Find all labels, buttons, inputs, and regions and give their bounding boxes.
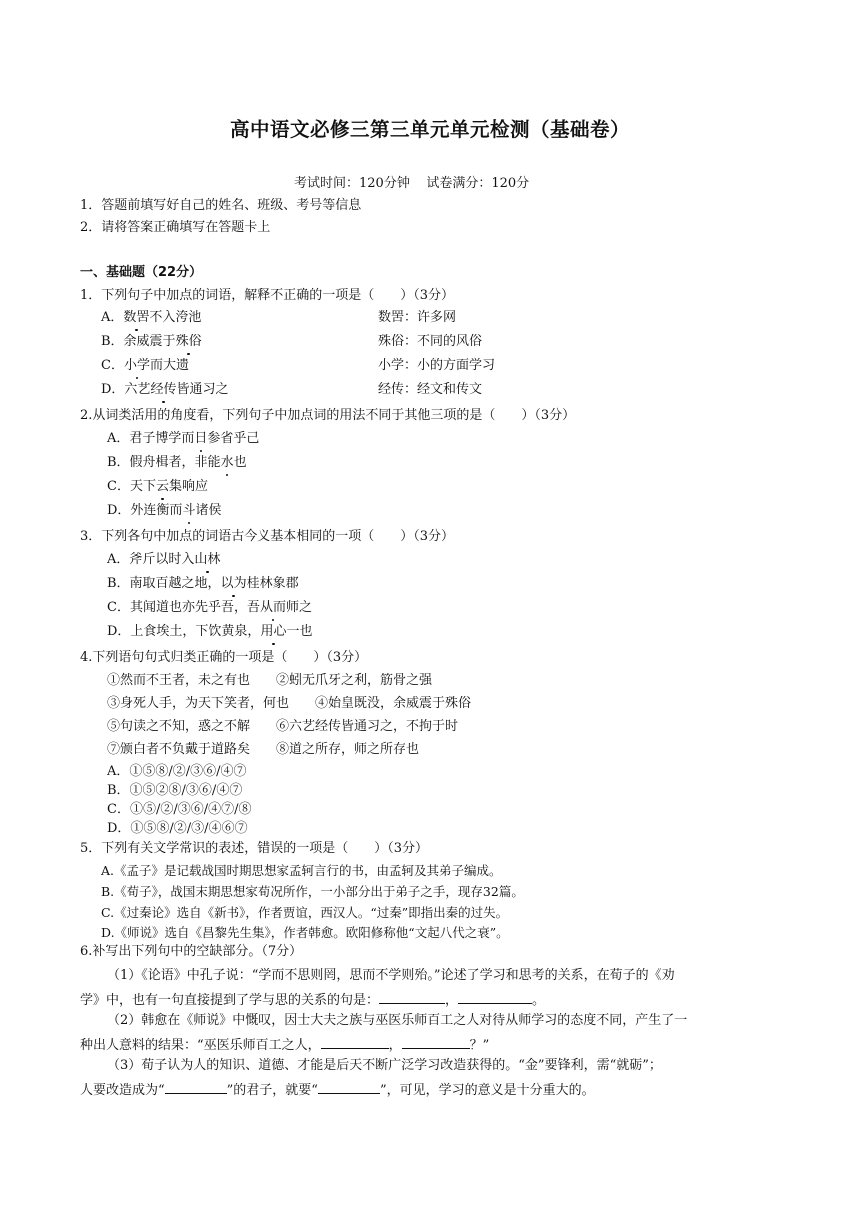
option-prefix: B．南取百越之地， (107, 576, 221, 591)
option-prefix: C．其闻道也亦先乎吾，吾 (107, 600, 260, 615)
dotted-word: 殊俗 (175, 334, 202, 349)
note-2: 2．请将答案正确填写在答题卡上 (80, 220, 271, 235)
question-1-explanation-b: 殊俗：不同的风俗 (378, 334, 483, 349)
question-6-part-3-continued (80, 1080, 595, 1100)
note-1: 1．答题前填写好自己的姓名、班级、考号等信息 (80, 198, 362, 213)
exam-info: 考试时间：120分钟 试卷满分：120分 (294, 176, 530, 191)
question-6-part-1-continued (80, 990, 545, 1010)
question-3-option-d (107, 623, 312, 641)
text-segment: 。 (532, 993, 546, 1008)
question-5-option-a: A.《孟子》是记载战国时期思想家孟轲言行的书，由孟轲及其弟子编成。 (101, 863, 502, 878)
text-segment: 种出人意料的结果：“巫医乐师百工之人， (80, 1038, 321, 1053)
question-1-option-b (101, 333, 202, 351)
option-suffix: 诸侯 (195, 503, 222, 518)
option-suffix: 师之 (285, 600, 312, 615)
question-4-stem: 4.下列语句句式归类正确的一项是（ ）（3分） (80, 650, 368, 665)
answer-blank[interactable] (402, 1035, 470, 1049)
text-segment: ”的君子，就要“ (226, 1083, 318, 1098)
question-4-option-d: D．①⑤⑧/②/③/④⑥⑦ (107, 821, 248, 836)
option-suffix: 也 (233, 455, 247, 470)
question-5-option-d: D.《师说》选自《昌黎先生集》，作者韩愈。欧阳修称他“文起八代之衰”。 (101, 925, 509, 940)
question-4-option-a: A．①⑤⑧/②/③⑥/④⑦ (107, 764, 247, 779)
option-prefix: C．天下 (107, 479, 156, 494)
question-4-option-c: C．①⑤/②/③⑥/④⑦/⑧ (107, 802, 252, 817)
option-suffix: 集响应 (168, 479, 208, 494)
question-1-stem: 1．下列句子中加点的词语，解释不正确的一项是（ ）（3分） (80, 288, 455, 303)
text-segment: 人要改造成为“ (80, 1083, 165, 1098)
text-segment: ， (388, 1038, 402, 1053)
question-1-option-d (101, 381, 228, 399)
answer-blank[interactable] (458, 990, 532, 1004)
answer-blank[interactable] (379, 990, 445, 1004)
dotted-word: 云 (155, 479, 169, 494)
page-title: 高中语文必修三第三单元单元检测（基础卷） (229, 118, 630, 141)
text-segment: ”，可见，学习的意义是十分重大的。 (379, 1083, 595, 1098)
question-2-option-b (107, 454, 247, 472)
dotted-word: 日 (194, 431, 208, 446)
question-5-stem: 5．下列有关文学常识的表述，错误的一项是（ ）（3分） (80, 841, 429, 856)
option-suffix: 一也 (286, 624, 313, 639)
question-3-option-a (107, 551, 220, 569)
text-segment: ， (445, 993, 459, 1008)
question-1-explanation-d: 经传：经文和传文 (378, 382, 483, 397)
question-4-sentence-row: ③身死人手，为天下笑者，何也 ④始皇既没，余威震于殊俗 (107, 696, 472, 711)
dotted-word: 斗 (182, 503, 196, 518)
question-6-stem: 6.补写出下列句中的空缺部分。（7分） (80, 944, 303, 959)
section-heading: 一、基础题（22分） (80, 265, 203, 280)
question-4-sentence-row: ⑤句读之不知，惑之不解 ⑥六艺经传皆通习之，不拘于时 (107, 719, 459, 734)
option-prefix: A． (101, 310, 124, 325)
question-3-stem: 3．下列各句中加点的词语古今义基本相同的一项（ ）（3分） (80, 529, 455, 544)
question-1-option-a (101, 309, 201, 327)
option-prefix: C． (101, 358, 124, 373)
text-segment: 学》中，也有一句直接提到了学与思的关系的句是： (80, 993, 380, 1008)
dotted-word: 以为 (220, 576, 247, 591)
dotted-word: 山林 (194, 552, 221, 567)
option-prefix: A．斧斤以时入 (107, 552, 195, 567)
question-2-stem: 2.从词类活用的角度看，下列句子中加点词的用法不同于其他三项的是（ ）（3分） (80, 408, 576, 423)
question-3-option-c (107, 599, 312, 617)
option-prefix: D．上食埃土，下饮黄泉， (107, 624, 261, 639)
dotted-word: 用心 (260, 624, 287, 639)
option-suffix: 桂林象郡 (246, 576, 299, 591)
dotted-word: 从而 (259, 600, 286, 615)
option-suffix: 而大遗 (149, 358, 189, 373)
question-1-explanation-a: 数罟：许多网 (378, 310, 457, 325)
question-1-option-c (101, 357, 189, 375)
dotted-word: 水 (220, 455, 234, 470)
dotted-word: 经传 (150, 382, 177, 397)
question-5-option-b: B.《荀子》，战国末期思想家荀况所作，一小部分出于弟子之手，现存32篇。 (101, 884, 524, 899)
question-5-option-c: C.《过秦论》选自《新书》，作者贾谊，西汉人。“过秦”即指出秦的过失。 (101, 905, 509, 920)
question-3-option-b (107, 575, 299, 593)
question-2-option-d (107, 502, 221, 520)
question-2-option-c (107, 478, 208, 496)
option-prefix: B．假舟楫者，非能 (107, 455, 221, 470)
question-1-explanation-c: 小学：小的方面学习 (378, 358, 496, 373)
option-prefix: A．君子博学而 (107, 431, 195, 446)
question-4-sentence-row: ⑦颁白者不负戴于道路矣 ⑧道之所存，师之所存也 (107, 742, 420, 757)
answer-blank[interactable] (318, 1080, 380, 1094)
question-6-part-3: （3）荀子认为人的知识、道德、才能是后天不断广泛学习改造获得的。“金”要锋利，需“就砺”； (107, 1058, 662, 1073)
question-6-part-2: （2）韩愈在《师说》中慨叹，因士大夫之族与巫医乐师百工之人对待从师学习的态度不同，产生了一 (107, 1013, 688, 1028)
option-prefix: D．六艺 (101, 382, 151, 397)
dotted-word: 小学 (123, 358, 150, 373)
text-segment: ？” (469, 1038, 490, 1053)
question-6-part-1: （1）《论语》中孔子说：“学而不思则罔，思而不学则殆。”论述了学习和思考的关系，在荀子的《劝 (107, 968, 675, 983)
question-4-sentence-row: ①然而不王者，未之有也 ②蚓无爪牙之利，筋骨之强 (107, 673, 433, 688)
option-suffix: 不入洿池 (149, 310, 202, 325)
option-prefix: D．外连衡而 (107, 503, 183, 518)
answer-blank[interactable] (321, 1035, 389, 1049)
option-suffix: 皆通习之 (176, 382, 229, 397)
option-prefix: B．余威震于 (101, 334, 176, 349)
question-2-option-a (107, 430, 259, 448)
answer-blank[interactable] (165, 1080, 227, 1094)
dotted-word: 数罟 (123, 310, 150, 325)
question-6-part-2-continued (80, 1035, 489, 1055)
option-suffix: 参省乎己 (207, 431, 260, 446)
question-4-option-b: B．①⑤②⑧/③⑥/④⑦ (107, 783, 243, 798)
